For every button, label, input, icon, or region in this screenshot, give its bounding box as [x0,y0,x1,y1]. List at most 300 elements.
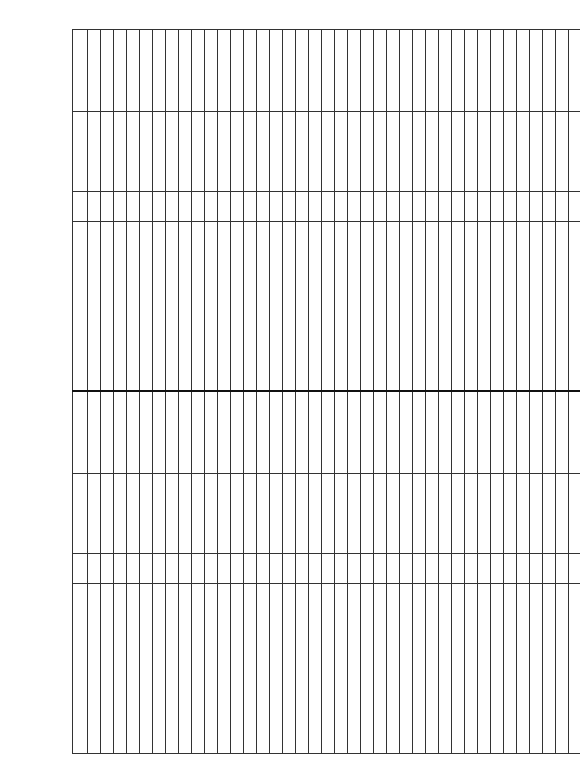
table-cell [569,474,580,554]
table-cell [322,112,335,192]
table-cell [192,192,205,222]
table-cell [361,192,374,222]
table-cell [218,392,231,474]
table-cell [387,112,400,192]
table-cell [569,392,580,474]
table-cell [283,474,296,554]
table-cell [244,474,257,554]
table-cell [361,222,374,392]
table-cell [205,30,218,112]
table-cell [205,392,218,474]
table-cell [517,584,530,754]
table-cell [218,30,231,112]
table-cell [452,392,465,474]
table-cell [140,392,153,474]
table-row [543,30,556,754]
table-cell [504,30,517,112]
table-cell [192,584,205,754]
table-row [426,30,439,754]
table-cell [478,112,491,192]
table-cell [543,30,556,112]
table-cell [465,392,478,474]
table-cell [179,192,192,222]
table-cell [270,554,283,584]
table-cell [426,192,439,222]
table-row [192,30,205,754]
table-cell [179,392,192,474]
table-cell [452,474,465,554]
table-cell [101,192,114,222]
table-cell [127,222,140,392]
table-cell [374,222,387,392]
table-cell [218,112,231,192]
table-cell [166,474,179,554]
table-cell [244,112,257,192]
table-cell [569,222,580,392]
table-cell [244,554,257,584]
table-row [335,30,348,754]
table-cell [257,192,270,222]
table-cell [361,30,374,112]
col-header [73,392,88,474]
table-row [439,30,452,754]
table-cell [322,554,335,584]
table-cell [465,192,478,222]
table-cell [192,112,205,192]
table-cell [439,30,452,112]
table-row [283,30,296,754]
table-cell [439,392,452,474]
table-cell [530,112,543,192]
table-cell [296,474,309,554]
table-cell [322,474,335,554]
table-cell [374,392,387,474]
table-cell [101,584,114,754]
table-cell [179,222,192,392]
table-cell [556,112,569,192]
table-row [517,30,530,754]
table-row [127,30,140,754]
table-cell [309,474,322,554]
table-row [361,30,374,754]
col-header [73,222,88,392]
table-cell [400,584,413,754]
table-cell [439,222,452,392]
table-cell [439,192,452,222]
table-cell [504,192,517,222]
table-cell [491,222,504,392]
table-cell [517,192,530,222]
table-cell [270,30,283,112]
table-cell [179,474,192,554]
table-cell [478,192,491,222]
col-header [73,554,88,584]
table-cell [348,112,361,192]
table-cell [153,222,166,392]
table-cell [114,112,127,192]
table-cell [127,554,140,584]
table-cell [257,30,270,112]
table-cell [153,192,166,222]
table-cell [231,392,244,474]
table-cell [309,222,322,392]
table-row [374,30,387,754]
table-cell [179,554,192,584]
table-cell [309,30,322,112]
table-row [530,30,543,754]
table-cell [114,474,127,554]
table-row [231,30,244,754]
table-cell [413,192,426,222]
table-row [387,30,400,754]
table-cell [114,392,127,474]
table-cell [504,474,517,554]
table-row [413,30,426,754]
table-cell [257,474,270,554]
table-cell [88,584,101,754]
table-row [452,30,465,754]
table-cell [517,30,530,112]
table-cell [543,584,556,754]
table-cell [296,554,309,584]
table-cell [153,392,166,474]
table-cell [478,474,491,554]
table-cell [218,192,231,222]
table-cell [413,222,426,392]
table-header-row [73,30,88,754]
table-row [296,30,309,754]
table-cell [127,30,140,112]
table-cell [439,554,452,584]
table-cell [491,112,504,192]
table-cell [244,30,257,112]
table-cell [504,112,517,192]
table-cell [426,30,439,112]
table-cell [101,112,114,192]
table-row [309,30,322,754]
table-cell [153,554,166,584]
table-cell [257,554,270,584]
table-cell [517,474,530,554]
table-cell [504,584,517,754]
table-cell [465,584,478,754]
table-cell [257,112,270,192]
table-cell [179,584,192,754]
table-row [491,30,504,754]
table-cell [309,112,322,192]
table-cell [153,30,166,112]
table-cell [556,192,569,222]
table-cell [140,112,153,192]
table-cell [257,584,270,754]
table-cell [387,192,400,222]
table-cell [88,222,101,392]
table-cell [504,222,517,392]
table-cell [556,30,569,112]
table-cell [439,584,452,754]
table-cell [400,392,413,474]
table-cell [205,554,218,584]
table-cell [322,584,335,754]
table-cell [257,222,270,392]
table-cell [413,30,426,112]
table-cell [166,112,179,192]
table-cell [88,192,101,222]
table-cell [270,474,283,554]
table-cell [426,474,439,554]
table-cell [452,192,465,222]
table-cell [426,392,439,474]
table-cell [348,192,361,222]
table-cell [127,112,140,192]
table-cell [465,474,478,554]
table-cell [296,392,309,474]
table-cell [387,554,400,584]
table-cell [283,554,296,584]
table-cell [387,30,400,112]
table-cell [413,112,426,192]
table-cell [478,222,491,392]
table-cell [322,392,335,474]
table-row [569,30,580,754]
table-row [218,30,231,754]
table-cell [517,112,530,192]
table-cell [88,392,101,474]
table-cell [231,112,244,192]
table-cell [270,584,283,754]
table-cell [179,30,192,112]
table-cell [530,192,543,222]
table-cell [400,112,413,192]
table-cell [205,474,218,554]
table-cell [400,474,413,554]
table-cell [140,474,153,554]
table-cell [348,222,361,392]
table-cell [296,222,309,392]
table-cell [335,192,348,222]
table-cell [504,554,517,584]
table-cell [569,192,580,222]
table-cell [114,554,127,584]
table-cell [244,392,257,474]
table-cell [439,474,452,554]
table-cell [478,584,491,754]
table-cell [556,554,569,584]
table-cell [140,222,153,392]
table-cell [283,222,296,392]
table-cell [192,554,205,584]
table-cell [439,112,452,192]
table-cell [400,554,413,584]
table-cell [283,584,296,754]
table-cell [270,392,283,474]
table-cell [452,584,465,754]
table-row [166,30,179,754]
table-cell [127,192,140,222]
table-cell [400,222,413,392]
table-cell [387,392,400,474]
table-cell [166,584,179,754]
table-cell [218,474,231,554]
table-cell [361,392,374,474]
table-cell [88,30,101,112]
table-cell [452,222,465,392]
table-cell [556,584,569,754]
table-row [153,30,166,754]
col-header [73,30,88,112]
table-cell [322,192,335,222]
table-cell [166,192,179,222]
table-cell [530,30,543,112]
table-cell [192,392,205,474]
table-cell [569,584,580,754]
table-cell [309,584,322,754]
table-cell [569,554,580,584]
table-cell [205,112,218,192]
table-cell [491,584,504,754]
table-cell [374,112,387,192]
table-cell [530,222,543,392]
table-cell [543,192,556,222]
table-cell [517,222,530,392]
table-cell [335,584,348,754]
table-cell [387,222,400,392]
table-row [270,30,283,754]
table-row [257,30,270,754]
table-cell [413,474,426,554]
table-cell [244,584,257,754]
preparer-field [58,674,69,754]
table-cell [452,112,465,192]
table-cell [491,392,504,474]
table-cell [140,192,153,222]
col-header [73,192,88,222]
table-cell [413,392,426,474]
table-cell [413,554,426,584]
table-cell [530,554,543,584]
table-cell [296,30,309,112]
table-cell [205,192,218,222]
table-cell [530,474,543,554]
table-cell [140,584,153,754]
table-cell [231,474,244,554]
table-cell [114,30,127,112]
table-row [205,30,218,754]
table-cell [426,222,439,392]
table-cell [114,192,127,222]
table-cell [348,30,361,112]
table-cell [348,474,361,554]
table-cell [517,392,530,474]
table-cell [244,222,257,392]
table-cell [374,554,387,584]
table-cell [231,30,244,112]
table-cell [88,474,101,554]
table-cell [517,554,530,584]
table-cell [335,392,348,474]
table-cell [361,584,374,754]
table-cell [218,222,231,392]
table-cell [569,112,580,192]
table-cell [452,554,465,584]
col-header [73,474,88,554]
table-cell [153,584,166,754]
table-row [348,30,361,754]
table-cell [283,30,296,112]
table-cell [348,554,361,584]
table-cell [387,584,400,754]
table-cell [465,30,478,112]
table-cell [205,222,218,392]
table-cell [426,584,439,754]
table-cell [179,112,192,192]
table-cell [270,112,283,192]
table-cell [413,584,426,754]
table-cell [400,30,413,112]
table-cell [153,474,166,554]
table-cell [127,584,140,754]
table-cell [569,30,580,112]
table-cell [205,584,218,754]
table-cell [543,112,556,192]
table-cell [374,30,387,112]
table-row [400,30,413,754]
table-cell [374,584,387,754]
table-cell [231,554,244,584]
table-row [478,30,491,754]
table-cell [244,192,257,222]
table-cell [465,222,478,392]
col-header [73,584,88,754]
table-cell [218,584,231,754]
table-cell [88,112,101,192]
table-cell [192,474,205,554]
table-cell [452,30,465,112]
table-cell [166,30,179,112]
table-cell [361,112,374,192]
table-cell [192,222,205,392]
table-cell [491,474,504,554]
table-cell [166,554,179,584]
table-cell [192,30,205,112]
table-row [88,30,101,754]
table-row [465,30,478,754]
table-cell [101,554,114,584]
table-cell [283,192,296,222]
table-cell [153,112,166,192]
table-cell [374,474,387,554]
table-row [322,30,335,754]
table-cell [374,192,387,222]
table-row [140,30,153,754]
table-cell [348,392,361,474]
table-cell [127,474,140,554]
table-cell [140,30,153,112]
table-cell [543,392,556,474]
table-cell [361,474,374,554]
table-row [179,30,192,754]
table-cell [101,392,114,474]
table-cell [543,554,556,584]
table-cell [101,474,114,554]
table-cell [426,112,439,192]
table-cell [270,192,283,222]
table-row [556,30,569,754]
table-cell [530,584,543,754]
table-cell [114,584,127,754]
table-cell [361,554,374,584]
table-cell [400,192,413,222]
